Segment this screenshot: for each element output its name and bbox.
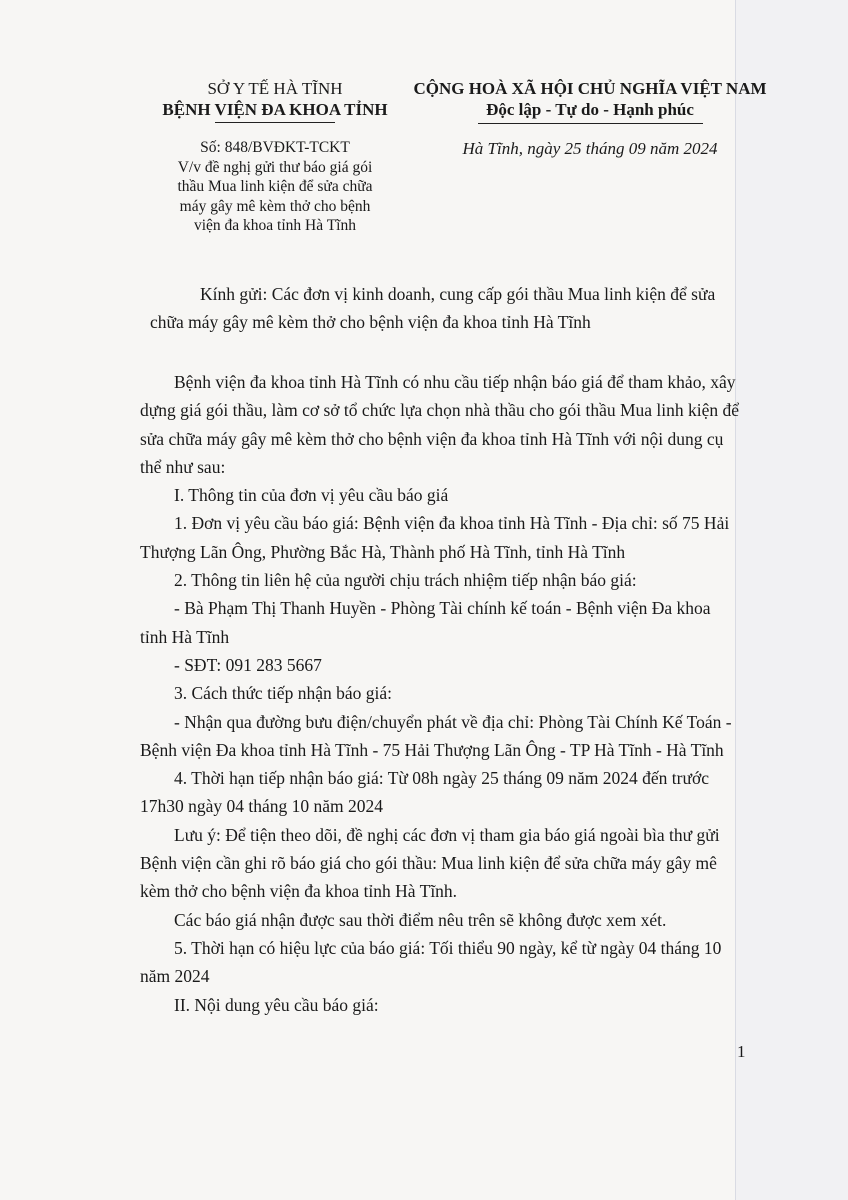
subject-line-4: viện đa khoa tỉnh Hà Tĩnh (193, 217, 356, 234)
late-quotes-notice: Các báo giá nhận được sau thời điểm nêu trên sẽ không được xem xét. (174, 909, 667, 930)
note-paragraph: Lưu ý: Để tiện theo dõi, đề nghị các đơn vị tham gia báo giá ngoài bìa thư gửi Bệnh viện cần ghi rõ báo giá cho gói thầu: Mua linh kiện để sửa chữa máy gây mê kèm thở cho bệnh viện đa khoa tỉnh Hà Tĩnh. (140, 824, 720, 902)
section-1-heading: I. Thông tin của đơn vị yêu cầu báo giá (174, 485, 449, 506)
intro-paragraph: Bệnh viện đa khoa tỉnh Hà Tĩnh có nhu cầu tiếp nhận báo giá để tham khảo, xây dựng giá gói thầu, làm cơ sở tổ chức lựa chọn nhà thầu cho gói thầu Mua linh kiện để sửa chữa máy gây mê kèm thở cho bệnh viện đa khoa tỉnh Hà Tĩnh với nội dung cụ thể như sau: (140, 372, 740, 477)
hospital-underline (215, 122, 335, 123)
contact-phone: - SĐT: 091 283 5667 (174, 654, 322, 675)
document-number: Số: 848/BVĐKT-TCKT (200, 139, 350, 156)
nation-title: CỘNG HOÀ XÃ HỘI CHỦ NGHĨA VIỆT NAM (413, 79, 767, 98)
contact-person: - Bà Phạm Thị Thanh Huyền - Phòng Tài chính kế toán - Bệnh viện Đa khoa tỉnh Hà Tĩnh (140, 598, 711, 647)
hospital-name: BỆNH VIỆN ĐA KHOA TỈNH (162, 100, 388, 119)
national-header (385, 78, 795, 124)
issuing-agency-header (150, 78, 400, 123)
item-5-validity: 5. Thời hạn có hiệu lực của báo giá: Tối thiểu 90 ngày, kể từ ngày 04 tháng 10 năm 2024 (140, 937, 722, 987)
page-number: 1 (737, 1042, 746, 1061)
addressee-block (150, 280, 740, 336)
reference-block (150, 138, 400, 236)
subject-line-3: máy gây mê kèm thở cho bệnh (179, 197, 371, 215)
item-4-deadline: 4. Thời hạn tiếp nhận báo giá: Từ 08h ngày 25 tháng 09 năm 2024 đến trước 17h30 ngày 04 tháng 10 năm 2024 (140, 768, 709, 817)
item-3-receipt-method-heading: 3. Cách thức tiếp nhận báo giá: (174, 683, 392, 704)
subject-line-1: V/v đề nghị gửi thư báo giá gói (177, 158, 373, 176)
item-2-contact-heading: 2. Thông tin liên hệ của người chịu trách nhiệm tiếp nhận báo giá: (174, 570, 637, 591)
addressee-text: Kính gửi: Các đơn vị kinh doanh, cung cấp gói thầu Mua linh kiện để sửa chữa máy gây mê kèm thở cho bệnh viện đa khoa tỉnh Hà Tĩnh (150, 284, 716, 332)
section-2-heading: II. Nội dung yêu cầu báo giá: (174, 994, 379, 1015)
place-date: Hà Tĩnh, ngày 25 tháng 09 năm 2024 (462, 139, 718, 158)
department-name: SỞ Y TẾ HÀ TĨNH (207, 79, 343, 98)
motto-underline (478, 123, 703, 124)
item-1-requesting-unit: 1. Đơn vị yêu cầu báo giá: Bệnh viện đa khoa tỉnh Hà Tĩnh - Địa chỉ: số 75 Hải Thượng Lãn Ông, Phường Bắc Hà, Thành phố Hà Tĩnh, tỉnh Hà Tĩnh (140, 513, 730, 562)
document-body (140, 368, 740, 1019)
subject-line-2: thầu Mua linh kiện để sửa chữa (177, 178, 373, 195)
national-motto: Độc lập - Tự do - Hạnh phúc (486, 100, 694, 119)
receipt-address: - Nhận qua đường bưu điện/chuyển phát về địa chỉ: Phòng Tài Chính Kế Toán - Bệnh viện Đa khoa tỉnh Hà Tĩnh - 75 Hải Thượng Lãn Ông - TP Hà Tĩnh - Hà Tĩnh (140, 711, 732, 760)
